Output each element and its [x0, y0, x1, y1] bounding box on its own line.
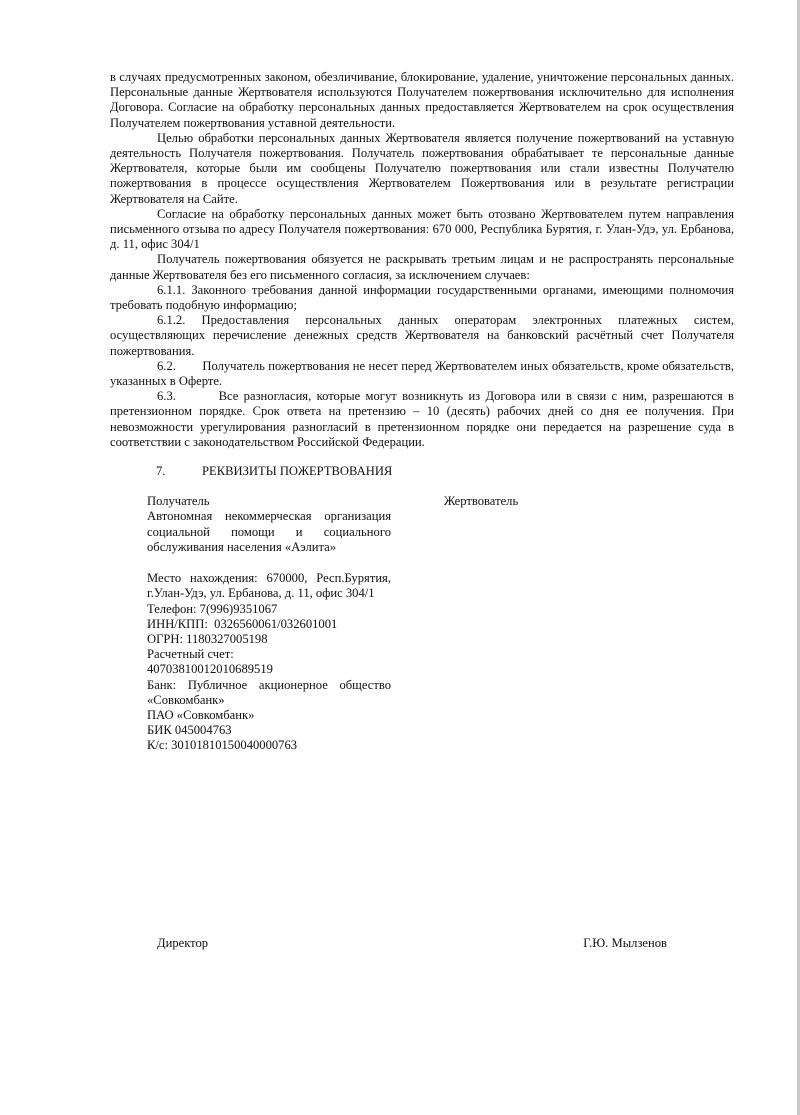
- recipient-bank: Банк: Публичное акционерное общество «Совкомбанк»: [147, 677, 391, 707]
- clause-6-1-2: 6.1.2. Предоставления персональных данных операторам электронных платежных систем, осуществляющих перечисление денежных средств Жертвователя на банковский расчётный счет Получателя пожертвования.: [110, 313, 734, 358]
- signature-row: [157, 936, 667, 951]
- document-body: [110, 70, 738, 794]
- section-number: 7.: [156, 464, 166, 479]
- paragraph-personal-data-use: в случаях предусмотренных законом, обезличивание, блокирование, удаление, уничтожение персональных данных. Персональные данные Жертвователя используются Получателем пожертвования исключительно для исполнения Договора. Согласие на обработку персональных данных предоставляется Жертвователем на срок осуществления Получателем пожертвования уставной деятельности.: [110, 70, 734, 130]
- recipient-account-number: 40703810012010689519: [147, 662, 273, 677]
- paragraph-non-disclosure: Получатель пожертвования обязуется не раскрывать третьим лицам и не распространять персональные данные Жертвователя без его письменного согласия, за исключением случаев:: [110, 252, 734, 282]
- recipient-column: [147, 494, 391, 753]
- donor-column: [444, 494, 644, 509]
- recipient-corr-account: К/с: 30101810150040000763: [147, 738, 298, 753]
- signature-position: Директор: [157, 936, 209, 950]
- recipient-phone: Телефон: 7(996)9351067: [147, 601, 278, 616]
- recipient-bank-short: ПАО «Совкомбанк»: [147, 707, 255, 722]
- recipient-account-label: Расчетный счет:: [147, 647, 234, 662]
- paragraph-consent-withdrawal: Согласие на обработку персональных данных может быть отозвано Жертвователем путем направления письменного отзыва по адресу Получателя пожертвования: 670 000, Республика Бурятия, г. Улан-Удэ, ул. Ербанова, д. 11, офис 304/1: [110, 206, 734, 252]
- recipient-address: Место нахождения: 670000, Респ.Бурятия, г.Улан-Удэ, ул. Ербанова, д. 11, офис 304/1: [147, 571, 391, 601]
- recipient-ogrn: ОГРН: 1180327005198: [147, 631, 268, 646]
- clause-6-2: 6.2. Получатель пожертвования не несет перед Жертвователем иных обязательств, кроме обязательств, указанных в Оферте.: [110, 358, 738, 389]
- clause-6-1-1: 6.1.1. Законного требования данной информации государственными органами, имеющими полномочия требовать подобную информацию;: [110, 282, 734, 313]
- paragraph-processing-purpose: Целью обработки персональных данных Жертвователя является получение пожертвований на уставную деятельность Получателя пожертвования. Получатель пожертвования обрабатывает те персональные данные Жертвователя, которые были им сообщены Получателю пожертвования или стали известны Получателю пожертвования в процессе осуществления Жертвователем Пожертвования или в результате регистрации Жертвователя на Сайте.: [110, 130, 734, 206]
- recipient-bik: БИК 045004763: [147, 723, 232, 738]
- section-title: РЕКВИЗИТЫ ПОЖЕРТВОВАНИЯ: [202, 464, 393, 479]
- donor-heading: Жертвователь: [444, 494, 519, 509]
- recipient-org-name: Автономная некоммерческая организация социальной помощи и социального обслуживания населения «Аэлита»: [147, 509, 391, 554]
- recipient-heading: Получатель: [147, 494, 210, 509]
- clause-6-3: 6.3. Все разногласия, которые могут возникнуть из Договора или в связи с ним, разрешаются в претензионном порядке. Срок ответа на претензию – 10 (десять) рабочих дней со дня ее получения. При невозможности урегулирования разногласий в претензионном порядке они передается на разрешение суда в соответствии с законодательством Российской Федерации.: [110, 389, 738, 449]
- section-7-heading: [110, 464, 734, 479]
- requisites-block: [110, 494, 734, 794]
- recipient-inn-kpp: ИНН/КПП: 0326560061/032601001: [147, 616, 338, 631]
- signature-name: Г.Ю. Мылзенов: [583, 936, 667, 950]
